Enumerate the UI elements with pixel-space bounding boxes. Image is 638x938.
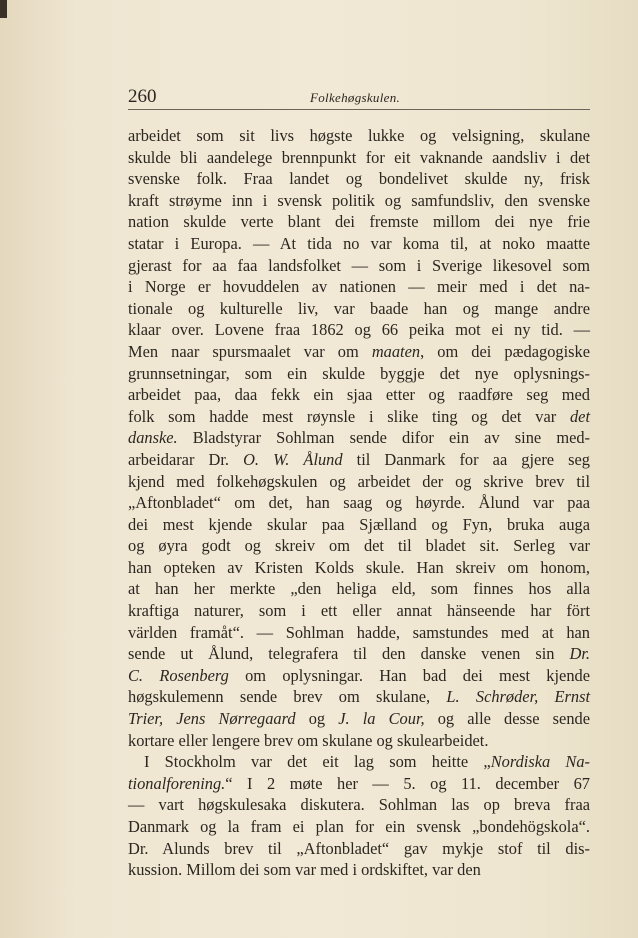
text-segment: skulde bli aandelege brennpunkt for eit vaknande aandsliv i det	[128, 147, 590, 167]
text-segment: världen framåt“. — Sohlman hadde, samstundes med at han	[128, 622, 590, 642]
text-line	[128, 514, 590, 536]
text-line	[128, 384, 590, 406]
text-line	[128, 838, 590, 860]
text-line	[128, 147, 590, 169]
text-line	[128, 773, 590, 795]
header-rule	[128, 109, 590, 110]
page-header	[128, 86, 590, 108]
text-line	[128, 665, 590, 687]
italic-text-segment: tionalforening.	[128, 773, 226, 793]
text-segment: “ I 2 møte her — 5. og 11. december 67	[225, 773, 590, 793]
text-line	[128, 622, 590, 644]
italic-text-segment: Dr.	[569, 644, 590, 664]
text-segment: — vart høgskulesaka diskutera. Sohlman las op breva fraa	[128, 795, 590, 815]
text-segment: i Norge er hovuddelen av nationen — meir med i det na-	[128, 277, 590, 297]
text-segment: høgskulemenn sende brev om skulane,	[128, 687, 447, 707]
text-line	[128, 600, 590, 622]
text-line	[128, 708, 590, 730]
text-segment: kjend med folkehøgskulen og arbeidet der og skrive brev til	[128, 471, 590, 491]
text-segment: at han her merkte „den heliga eld, som finnes hos alla	[128, 579, 590, 599]
text-segment: arbeidarar Dr.	[128, 449, 244, 469]
text-segment: Danmark og la fram ei plan for ein svensk „bondehögskola“.	[128, 817, 590, 836]
text-segment: kortare eller lengere brev om skulane og skulearbeidet.	[128, 730, 489, 750]
text-segment: arbeidet paa, daa fekk ein sjaa etter og raadføre seg med	[128, 385, 590, 405]
text-line	[128, 449, 590, 471]
running-title: Folkehøgskulen.	[310, 90, 401, 105]
page-number: 260	[128, 86, 157, 107]
text-line	[128, 686, 590, 708]
text-segment: folk som hadde mest røynsle i slike ting og det var	[128, 406, 570, 426]
text-segment: kraftiga naturer, som i ett eller annat hänseende har fört	[128, 601, 590, 621]
text-segment: grunnsetningar, som ein skulde byggje det nye oplysnings-	[128, 363, 590, 383]
text-segment: I Stockholm var det eit lag som heitte „	[144, 752, 491, 772]
text-line	[128, 341, 590, 363]
text-segment: nation skulde verte blant dei fremste millom dei nye frie	[128, 212, 590, 232]
text-segment: han opteken av Kristen Kolds skule. Han skreiv om honom,	[128, 557, 590, 577]
italic-text-segment: C. Rosenberg	[128, 665, 229, 685]
text-segment: Men naar spursmaalet var om	[128, 341, 372, 361]
text-segment: Dr. Alunds brev til „Aftonbladet“ gav mykje stof til dis-	[128, 838, 590, 858]
text-segment: tionale og kulturelle liv, var baade han og mange andre	[128, 298, 590, 318]
text-line	[128, 168, 590, 190]
text-segment: og alle desse sende	[424, 709, 591, 729]
text-line	[128, 255, 590, 277]
text-line	[128, 794, 590, 816]
italic-text-segment: maaten	[371, 341, 421, 361]
text-line	[128, 643, 590, 665]
text-line	[128, 492, 590, 514]
italic-text-segment: danske.	[128, 428, 178, 448]
text-segment: om oplysningar. Han bad dei mest kjende	[228, 665, 590, 685]
text-segment: til Danmark for aa gjere seg	[342, 449, 590, 469]
text-line	[128, 535, 590, 557]
text-line	[128, 730, 590, 752]
text-segment: statar i Europa. — At tida no var koma til, at noko maatte	[128, 233, 590, 253]
text-line	[128, 125, 590, 147]
text-line	[128, 363, 590, 385]
text-line	[128, 859, 590, 881]
italic-text-segment: L. Schrøder, Ernst	[446, 687, 591, 707]
text-segment: „Aftonbladet“ om det, han saag og høyrde. Ålund var paa	[128, 493, 590, 513]
text-segment: og	[295, 709, 339, 729]
italic-text-segment: Trier, Jens Nørregaard	[128, 709, 296, 729]
body-text	[128, 125, 590, 881]
text-segment: kussion. Millom dei som var med i ordskiftet, var den	[128, 860, 481, 880]
text-line	[128, 427, 590, 449]
text-segment: og øyra godt og skreiv om det til bladet sit. Serleg var	[128, 536, 590, 556]
text-line	[128, 298, 590, 320]
text-line	[128, 557, 590, 579]
text-segment: kraft strøyme inn i svensk politik og samfundsliv, den svenske	[128, 190, 590, 210]
text-segment: klaar over. Lovene fraa 1862 og 66 peika mot ei ny tid. —	[128, 320, 590, 340]
text-line	[128, 211, 590, 233]
text-line	[128, 406, 590, 428]
text-segment: svenske folk. Fraa landet og bondelivet skulde ny, frisk	[128, 169, 590, 189]
text-line	[128, 578, 590, 600]
text-segment: gjerast for aa faa landsfolket — som i Sverige likesovel som	[128, 255, 590, 275]
binding-mark	[0, 0, 7, 18]
text-segment: sende ut Ålund, telegrafera til den danske venen sin	[128, 644, 570, 664]
text-segment: Bladstyrar Sohlman sende difor ein av sine med-	[177, 428, 590, 448]
italic-text-segment: Nordiska Na-	[490, 752, 590, 772]
text-line	[128, 471, 590, 493]
text-line	[128, 276, 590, 298]
text-line	[128, 751, 590, 773]
text-segment: dei mest kjende skular paa Sjælland og Fyn, bruka auga	[128, 514, 590, 534]
italic-text-segment: det	[569, 406, 590, 426]
text-line	[128, 233, 590, 255]
text-line	[128, 190, 590, 212]
text-segment: arbeidet som sit livs høgste lukke og velsigning, skulane	[128, 126, 590, 145]
text-line	[128, 816, 590, 838]
text-segment: , om dei pædagogiske	[420, 341, 590, 361]
italic-text-segment: J. la Cour,	[338, 709, 425, 729]
italic-text-segment: O. W. Ålund	[243, 449, 343, 469]
text-line	[128, 319, 590, 341]
